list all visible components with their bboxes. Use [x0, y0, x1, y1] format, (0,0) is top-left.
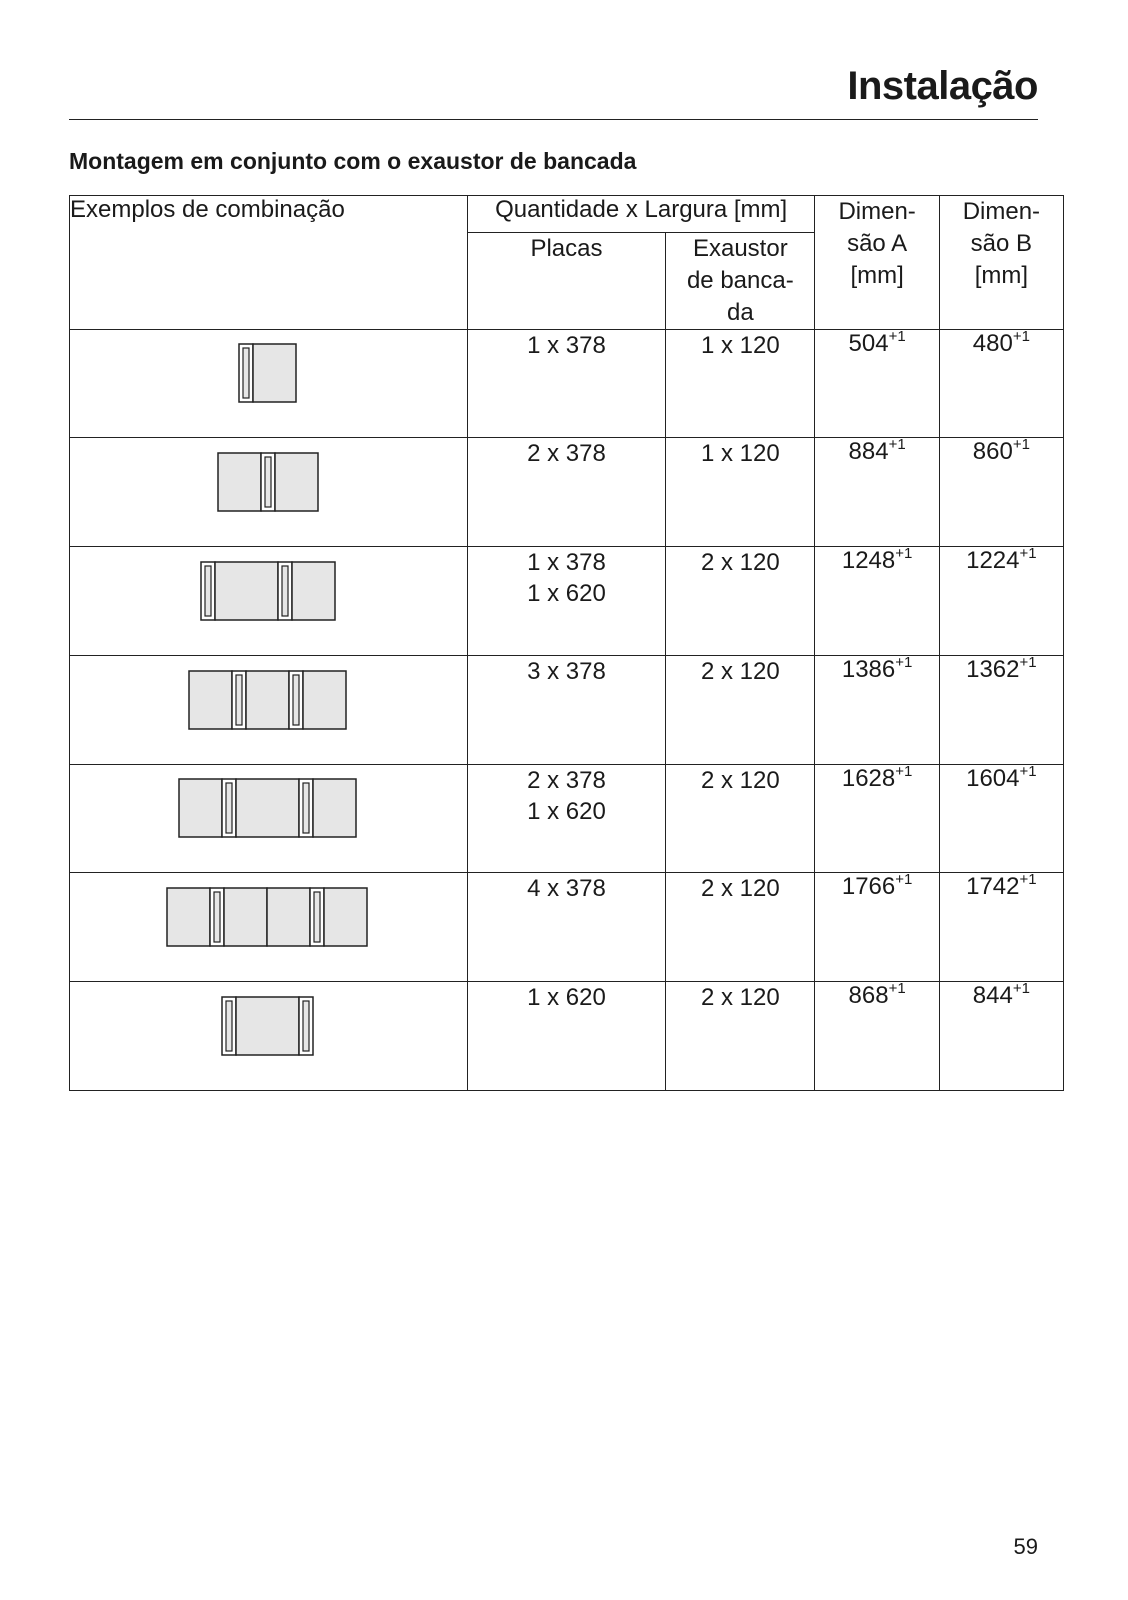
- header-hood-line: da: [726, 299, 754, 326]
- tolerance: +1: [1012, 436, 1030, 453]
- table-row: [70, 330, 1064, 438]
- header-examples: Exemplos de combinação: [70, 196, 468, 330]
- tolerance: +1: [1012, 328, 1030, 345]
- dimension-a-cell: [815, 330, 939, 438]
- plates-cell: [467, 982, 665, 1091]
- table-row: [70, 438, 1064, 547]
- combination-diagram: [238, 343, 298, 405]
- hood-value: 1 x 120: [700, 440, 780, 467]
- dimension-a-cell: [815, 438, 939, 547]
- dimension-b-cell: [939, 656, 1063, 765]
- header-hood-line: Exaustor: [692, 235, 788, 262]
- dimension-a-value: 504: [848, 330, 889, 357]
- dimension-b-value: 1224: [966, 547, 1020, 574]
- tolerance: +1: [1019, 545, 1037, 562]
- dimension-a-cell: [815, 873, 939, 982]
- tolerance: +1: [888, 328, 906, 345]
- combination-diagram: [166, 887, 370, 949]
- header-dimension-a: [815, 196, 939, 330]
- hood-cell: [666, 982, 815, 1091]
- tolerance: +1: [895, 654, 913, 671]
- plates-value: 1 x 378: [527, 549, 606, 576]
- header-dim-b-line: Dimen-: [962, 198, 1041, 225]
- combination-table: [69, 195, 1064, 1091]
- table-row: [70, 765, 1064, 873]
- combination-diagram-cell: [70, 330, 468, 438]
- header-hood-line: de banca-: [686, 267, 794, 294]
- dimension-b-cell: [939, 873, 1063, 982]
- table-row: [70, 873, 1064, 982]
- hood-value: 2 x 120: [700, 984, 780, 1011]
- header-dimension-b: [939, 196, 1063, 330]
- combination-diagram: [188, 670, 348, 732]
- tolerance: +1: [895, 763, 913, 780]
- plates-value: 1 x 620: [527, 580, 606, 607]
- combination-diagram-cell: [70, 656, 468, 765]
- table-row: [70, 656, 1064, 765]
- hood-value: 2 x 120: [700, 549, 780, 576]
- combination-diagram: [200, 561, 336, 623]
- dimension-b-value: 480: [972, 330, 1013, 357]
- plates-cell: [467, 330, 665, 438]
- header-hood: [666, 233, 815, 330]
- plates-cell: [467, 656, 665, 765]
- title-divider: [69, 119, 1038, 120]
- header-plates-label: Placas: [530, 235, 603, 262]
- plates-cell: [467, 873, 665, 982]
- dimension-b-cell: [939, 330, 1063, 438]
- dimension-b-value: 1362: [966, 656, 1020, 683]
- combination-diagram-cell: [70, 873, 468, 982]
- dimension-a-value: 1766: [841, 873, 896, 900]
- plates-value: 4 x 378: [527, 875, 606, 902]
- tolerance: +1: [895, 545, 913, 562]
- hood-value: 2 x 120: [700, 875, 780, 902]
- tolerance: +1: [1012, 980, 1030, 997]
- dimension-b-cell: [939, 765, 1063, 873]
- dimension-b-value: 1604: [966, 765, 1020, 792]
- plates-cell: [467, 438, 665, 547]
- tolerance: +1: [1019, 654, 1037, 671]
- tolerance: +1: [1019, 763, 1037, 780]
- plates-cell: [467, 765, 665, 873]
- page-number: 59: [1013, 1534, 1038, 1559]
- dimension-a-value: 884: [848, 438, 889, 465]
- dimension-a-value: 868: [848, 982, 889, 1009]
- header-dim-a-line: são A: [847, 230, 908, 257]
- dimension-b-cell: [939, 982, 1063, 1091]
- combination-diagram: [217, 452, 319, 514]
- dimension-b-value: 860: [972, 438, 1013, 465]
- plates-value: 1 x 620: [527, 984, 606, 1011]
- section-heading: Montagem em conjunto com o exaustor de bancada: [69, 148, 637, 174]
- hood-cell: [666, 765, 815, 873]
- tolerance: +1: [888, 436, 906, 453]
- dimension-a-cell: [815, 656, 939, 765]
- hood-value: 2 x 120: [700, 658, 780, 685]
- hood-cell: [666, 330, 815, 438]
- plates-cell: [467, 547, 665, 656]
- plates-value: 1 x 378: [527, 332, 606, 359]
- combination-diagram-cell: [70, 438, 468, 547]
- dimension-a-value: 1248: [841, 547, 896, 574]
- page-title: Instalação: [847, 64, 1038, 108]
- combination-diagram-cell: [70, 982, 468, 1091]
- combination-diagram-cell: [70, 547, 468, 656]
- plates-value: 2 x 378: [527, 440, 606, 467]
- header-dim-a-line: [mm]: [850, 262, 904, 289]
- hood-cell: [666, 438, 815, 547]
- combination-diagram-cell: [70, 765, 468, 873]
- hood-value: 2 x 120: [700, 767, 780, 794]
- dimension-b-value: 844: [972, 982, 1013, 1009]
- table-row: [70, 547, 1064, 656]
- plates-value: 1 x 620: [527, 798, 606, 825]
- dimension-a-value: 1628: [841, 765, 896, 792]
- header-dim-b-line: [mm]: [974, 262, 1029, 289]
- plates-value: 2 x 378: [527, 767, 606, 794]
- header-quantity: Quantidade x Largura [mm]: [467, 196, 815, 233]
- hood-cell: [666, 547, 815, 656]
- dimension-a-value: 1386: [841, 656, 896, 683]
- dimension-b-value: 1742: [966, 873, 1020, 900]
- dimension-b-cell: [939, 438, 1063, 547]
- tolerance: +1: [1019, 871, 1037, 888]
- tolerance: +1: [888, 980, 906, 997]
- combination-diagram: [221, 996, 315, 1058]
- tolerance: +1: [895, 871, 913, 888]
- dimension-a-cell: [815, 982, 939, 1091]
- hood-value: 1 x 120: [700, 332, 780, 359]
- header-dim-b-line: são B: [970, 230, 1033, 257]
- hood-cell: [666, 873, 815, 982]
- dimension-a-cell: [815, 547, 939, 656]
- hood-cell: [666, 656, 815, 765]
- dimension-b-cell: [939, 547, 1063, 656]
- plates-value: 3 x 378: [527, 658, 606, 685]
- table-row: [70, 982, 1064, 1091]
- table-header-row: [70, 196, 1064, 233]
- header-plates: [467, 233, 665, 330]
- header-dim-a-line: Dimen-: [838, 198, 916, 225]
- combination-diagram: [178, 778, 358, 840]
- dimension-a-cell: [815, 765, 939, 873]
